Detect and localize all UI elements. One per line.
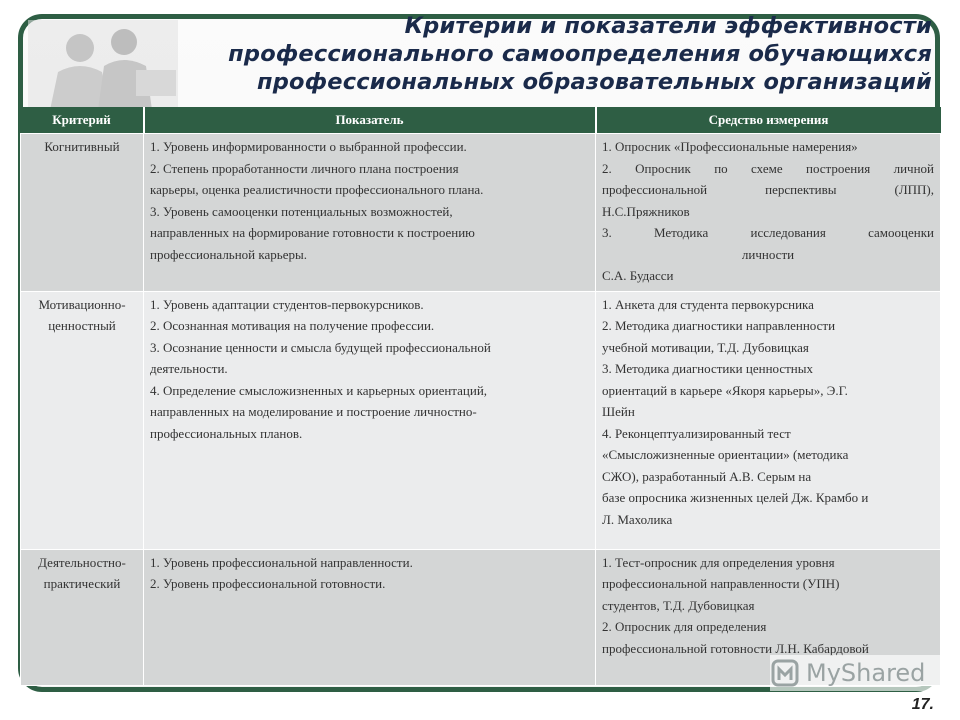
cell-line: профессиональной карьеры.	[150, 246, 307, 262]
cell-line: Л. Махолика	[602, 511, 673, 527]
slide-title	[180, 12, 932, 96]
indicator-cell	[144, 291, 596, 549]
cell-line: Когнитивный	[44, 139, 120, 154]
cell-line: деятельности.	[150, 361, 228, 376]
cell-line: СЖО), разработанный А.В. Серым на	[602, 468, 812, 484]
cell-line: 1. Уровень информированности о выбранной профессии.	[150, 139, 467, 154]
cell-line: 1. Опросник «Профессиональные намерения»	[602, 139, 858, 154]
cell-line: 2. Осознанная мотивация на получение профессии.	[150, 318, 435, 333]
header-criterion: Критерий	[21, 107, 144, 134]
criterion-cell	[21, 549, 144, 685]
cell-line: Мотивационно-	[38, 296, 126, 312]
cell-line: направленных на моделирование и построение личностно-	[150, 404, 477, 419]
cell-line: учебной мотивации, Т.Д. Дубовицкая	[602, 339, 809, 355]
cell-line: профессиональной готовности Л.Н. Кабардовой	[602, 640, 869, 656]
cell-line: 3. Уровень самооценки потенциальных возможностей,	[150, 203, 453, 219]
table-row	[21, 134, 941, 292]
table-header-row	[21, 107, 941, 134]
cell-line: 2. Степень проработанности личного плана построения	[150, 160, 459, 176]
cell-line: практический	[43, 576, 121, 591]
cell-line: ценностный	[48, 318, 116, 333]
header-measurement: Средство измерения	[596, 107, 941, 134]
cell-line: 1. Анкета для студента первокурсника	[602, 296, 814, 312]
table-row	[21, 291, 941, 549]
cell-line: 1. Уровень адаптации студентов-первокурсников.	[150, 296, 424, 312]
indicator-cell	[144, 134, 596, 292]
cell-line: личности	[741, 246, 795, 262]
watermark-text: MyShared	[806, 659, 926, 687]
watermark	[770, 655, 940, 691]
cell-line: базе опросника жизненных целей Дж. Крамбо и	[602, 490, 869, 505]
cell-line: карьеры, оценка реалистичности профессионального плана.	[150, 182, 484, 197]
criteria-table	[20, 107, 941, 686]
cell-line: ориентаций в карьере «Якоря карьеры», Э.Г.	[602, 382, 848, 398]
title-line: Критерии и показатели эффективности	[404, 13, 932, 39]
cell-line: профессиональных планов.	[150, 425, 303, 441]
cell-line: Деятельностно-	[38, 554, 126, 570]
title-line: профессиональных образовательных организаций	[257, 69, 932, 95]
indicator-cell	[144, 549, 596, 685]
header-photo-people	[28, 20, 178, 110]
cell-line: 2. Опросник по схеме построения личной	[602, 160, 934, 176]
myshared-logo-icon	[770, 658, 800, 688]
cell-line: профессиональной перспективы (ЛПП),	[602, 182, 934, 197]
cell-line: 3. Методика диагностики ценностных	[602, 361, 813, 376]
cell-line: Шейн	[602, 404, 635, 419]
cell-line: 2. Методика диагностики направленности	[602, 318, 836, 333]
cell-line: 4. Реконцептуализированный тест	[602, 425, 791, 441]
cell-line: Н.С.Пряжников	[602, 203, 690, 219]
cell-line: 2. Уровень профессиональной готовности.	[150, 576, 386, 591]
criterion-cell	[21, 291, 144, 549]
criterion-cell	[21, 134, 144, 292]
cell-line: профессиональной направленности (УПН)	[602, 576, 840, 591]
header-indicator: Показатель	[144, 107, 596, 134]
measurement-cell	[596, 291, 941, 549]
cell-line: направленных на формирование готовности к построению	[150, 225, 475, 240]
cell-line: 4. Определение смысложизненных и карьерных ориентаций,	[150, 382, 488, 398]
cell-line: студентов, Т.Д. Дубовицкая	[602, 597, 755, 613]
cell-line: 3. Методика исследования самооценки	[602, 225, 934, 240]
cell-line: 1. Тест-опросник для определения уровня	[602, 554, 835, 570]
measurement-cell	[596, 134, 941, 292]
title-line: профессионального самоопределения обучающихся	[228, 41, 932, 67]
cell-line: 3. Осознание ценности и смысла будущей профессиональной	[150, 339, 491, 355]
page-number: 17.	[911, 696, 934, 713]
cell-line: «Смысложизненные ориентации» (методика	[602, 447, 849, 462]
cell-line: 1. Уровень профессиональной направленности.	[150, 554, 413, 570]
cell-line: 2. Опросник для определения	[602, 619, 767, 634]
cell-line: С.А. Будасси	[602, 268, 674, 283]
